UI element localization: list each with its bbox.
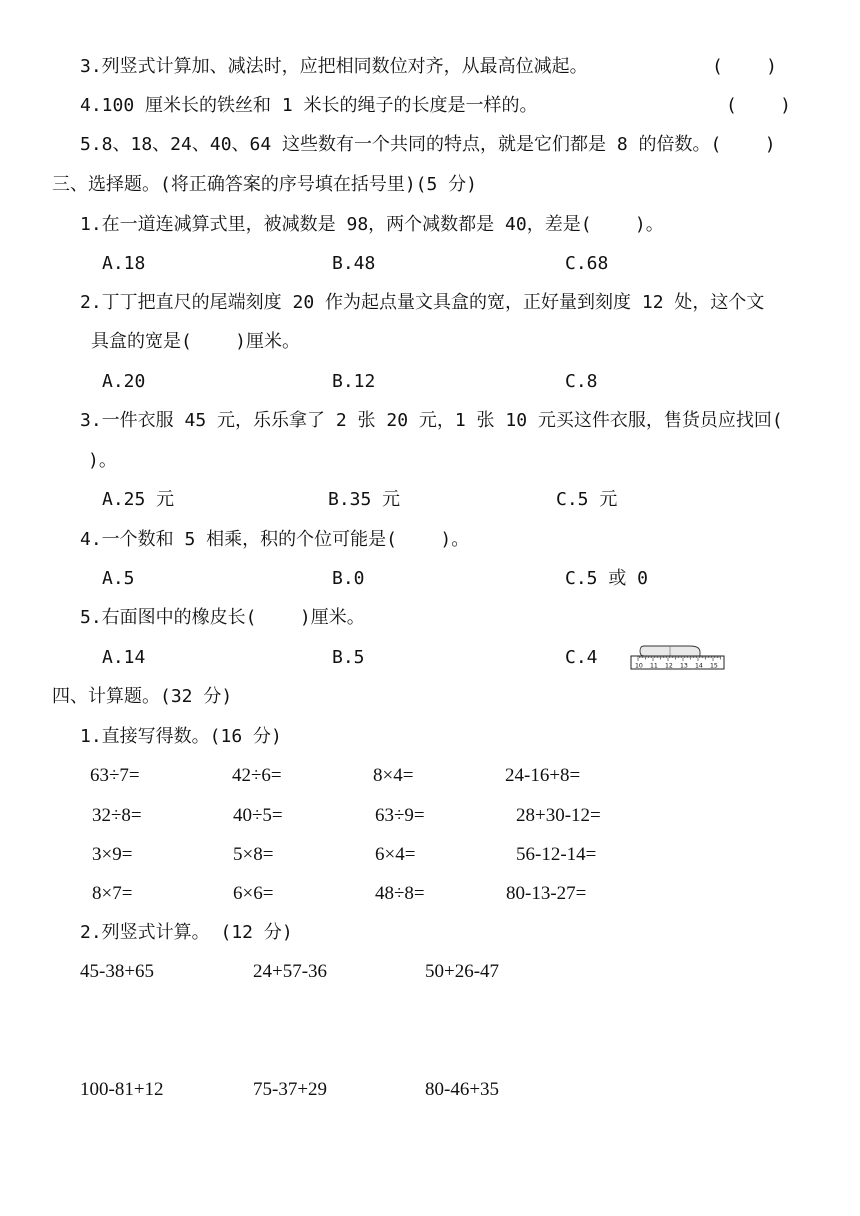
ruler-eraser-figure: [630, 643, 726, 671]
option-a: A.18: [102, 253, 146, 274]
direct-calc-item: 24-16+8=: [505, 765, 581, 786]
option-c: C.5 或 0: [565, 568, 649, 589]
choice-question-4: 4.一个数和 5 相乘，积的个位可能是( )。: [80, 529, 470, 550]
vertical-calc-item: 45-38+65: [80, 961, 155, 982]
choice-question-3-line-2: )。: [88, 450, 117, 471]
option-a: A.14: [102, 647, 146, 668]
option-b: B.5: [332, 647, 365, 668]
direct-calc-item: 8×7=: [92, 883, 133, 904]
ruler-tick-label: 12: [665, 662, 673, 670]
answer-paren: ( ): [726, 95, 792, 116]
direct-calc-item: 8×4=: [373, 765, 414, 786]
answer-paren: ( ): [712, 56, 778, 77]
choice-question-5: 5.右面图中的橡皮长( )厘米。: [80, 607, 365, 628]
option-b: B.48: [332, 253, 376, 274]
option-c: C.8: [565, 371, 598, 392]
direct-calc-item: 56-12-14=: [516, 844, 597, 865]
judge-question-4: 4.100 厘米长的铁丝和 1 米长的绳子的长度是一样的。: [80, 95, 538, 116]
ruler-icon: [630, 643, 726, 671]
subheading-direct: 1.直接写得数。(16 分): [80, 726, 282, 747]
judge-question-5: 5.8、18、24、40、64 这些数有一个共同的特点，就是它们都是 8 的倍数。( ): [80, 134, 776, 155]
vertical-calc-item: 100-81+12: [80, 1079, 164, 1100]
direct-calc-item: 5×8=: [233, 844, 274, 865]
ruler-tick-label: 15: [710, 662, 718, 670]
option-a: A.20: [102, 371, 146, 392]
direct-calc-item: 6×4=: [375, 844, 416, 865]
ruler-tick-label: 10: [635, 662, 643, 670]
choice-question-1: 1.在一道连减算式里，被减数是 98，两个减数都是 40，差是( )。: [80, 214, 664, 235]
direct-calc-item: 42÷6=: [232, 765, 282, 786]
vertical-calc-item: 24+57-36: [253, 961, 328, 982]
option-a: A.25 元: [102, 489, 175, 510]
vertical-calc-item: 80-46+35: [425, 1079, 500, 1100]
vertical-calc-item: 75-37+29: [253, 1079, 328, 1100]
ruler-tick-label: 11: [650, 662, 658, 670]
option-b: B.0: [332, 568, 365, 589]
direct-calc-item: 28+30-12=: [516, 805, 601, 826]
option-c: C.4: [565, 647, 598, 668]
direct-calc-item: 63÷9=: [375, 805, 425, 826]
option-b: B.12: [332, 371, 376, 392]
section-heading-choice: 三、选择题。(将正确答案的序号填在括号里)(5 分): [52, 174, 478, 195]
ruler-tick-label: 13: [680, 662, 688, 670]
choice-question-3-line-1: 3.一件衣服 45 元，乐乐拿了 2 张 20 元，1 张 10 元买这件衣服，售货员应找回(: [80, 410, 783, 431]
direct-calc-item: 40÷5=: [233, 805, 283, 826]
option-c: C.5 元: [556, 489, 618, 510]
option-b: B.35 元: [328, 489, 401, 510]
direct-calc-item: 48÷8=: [375, 883, 425, 904]
direct-calc-item: 63÷7=: [90, 765, 140, 786]
vertical-calc-item: 50+26-47: [425, 961, 500, 982]
option-a: A.5: [102, 568, 135, 589]
choice-question-2-line-2: 具盒的宽是( )厘米。: [91, 331, 301, 352]
subheading-vertical: 2.列竖式计算。 (12 分): [80, 922, 293, 943]
direct-calc-item: 3×9=: [92, 844, 133, 865]
ruler-tick-label: 14: [695, 662, 703, 670]
direct-calc-item: 32÷8=: [92, 805, 142, 826]
section-heading-calc: 四、计算题。(32 分): [52, 686, 233, 707]
option-c: C.68: [565, 253, 609, 274]
judge-question-3: 3.列竖式计算加、减法时，应把相同数位对齐，从最高位减起。: [80, 56, 588, 77]
choice-question-2-line-1: 2.丁丁把直尺的尾端刻度 20 作为起点量文具盒的宽，正好量到刻度 12 处，这个文: [80, 292, 765, 313]
direct-calc-item: 6×6=: [233, 883, 274, 904]
direct-calc-item: 80-13-27=: [506, 883, 587, 904]
